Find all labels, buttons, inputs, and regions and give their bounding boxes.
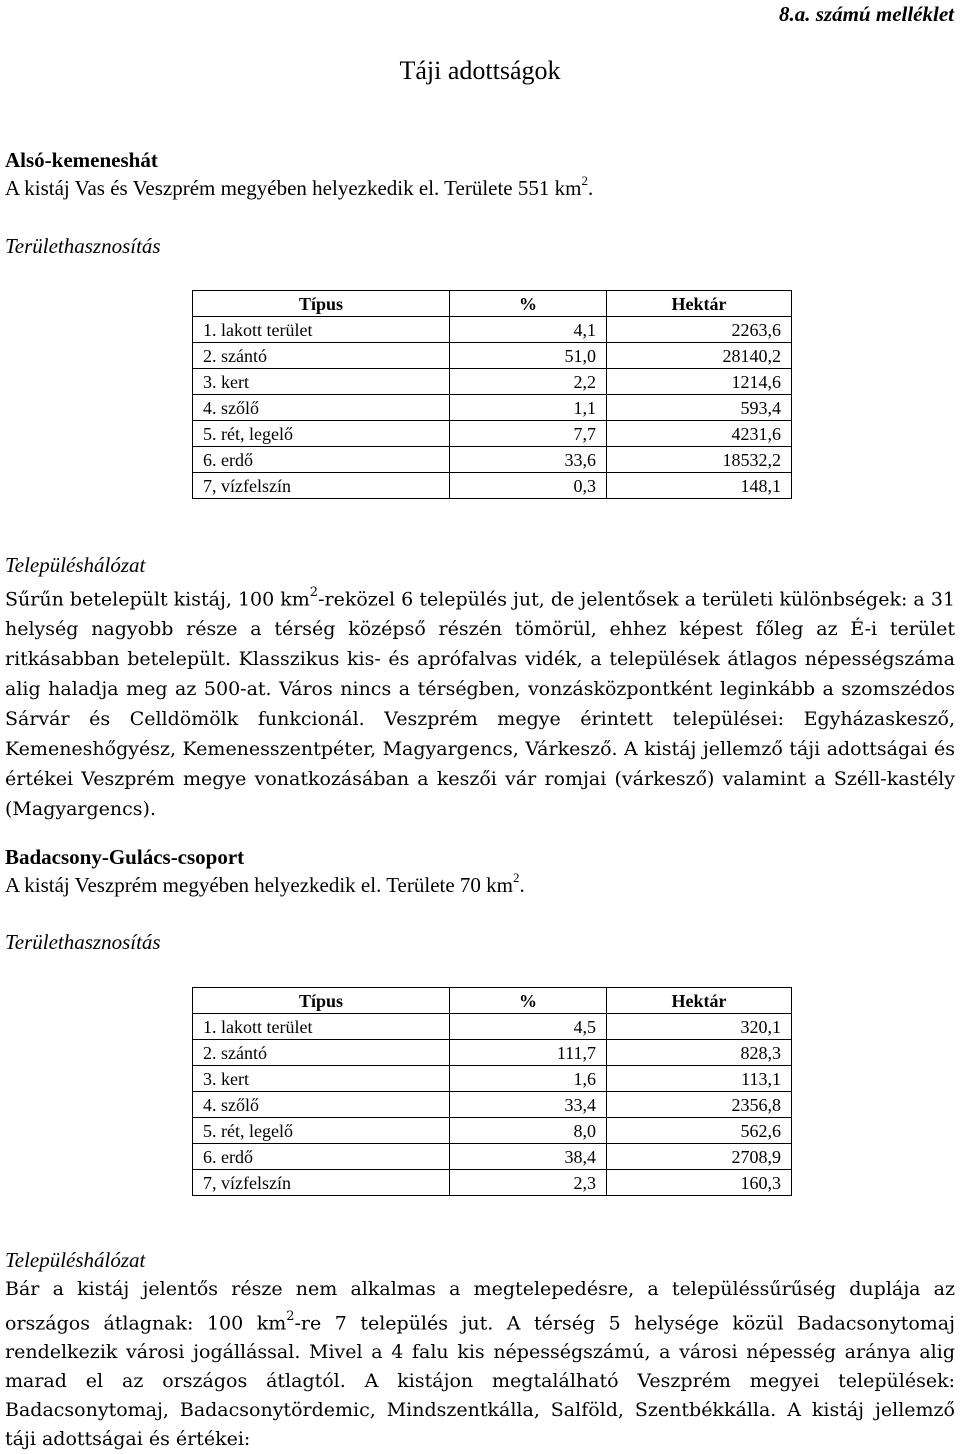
col-header-type: Típus (193, 988, 450, 1014)
col-header-hectare: Hektár (607, 291, 792, 317)
intro-sup-1: 2 (581, 173, 588, 188)
col-header-hectare: Hektár (607, 988, 792, 1014)
page-title: Táji adottságok (399, 56, 561, 85)
table-row: 6. erdő 33,6 18532,2 (193, 447, 792, 473)
col-header-percent: % (450, 291, 607, 317)
network-sup-1: 2 (309, 585, 319, 600)
table-row: 2. szántó 51,0 28140,2 (193, 343, 792, 369)
landuse-heading-1: Területhasznosítás (5, 234, 161, 258)
network-paragraph-2: Bár a kistáj jelentős része nem alkalmas a megtelepedésre, a településsűrűség duplája az országos átlagnak: 100 $km^2-re$ 7 település jut. A térség 5 helysége közül Badacsonytomaj rendelkezik városi jogállással. Mivel a 4 falu kis népességszámú, a városi népesség aránya alig marad el az országos átlagtól. A kistájon megtalálható Veszprém megyei települések: Badacsonytomaj, Badacsonytördemic, Mindszentkálla, Salföld, Szentbékkálla. A kistáj jellemző táji adottságai és értékei: (5, 1278, 955, 1451)
intro-sup-2: 2 (513, 870, 520, 885)
annex-label: 8.a. számú melléklet (779, 2, 954, 26)
intro-suffix-1: . (587, 176, 594, 200)
network-sup-2: 2 (286, 1309, 295, 1324)
network-paragraph-1: Sűrűn betelepült kistáj, 100 $km^2$-reközel 6 település jut, de jelentősek a területi különbségek: a 31 helység nagyobb része a térség középső részén tömörül, ehhez képest főleg az É-i terület ritkásabban betelepült. Klasszikus kis- és aprófalvas vidék, a települések átlagos népességszáma alig haladja meg az 500-at. Város nincs a térségben, vonzásközpontként leginkább a szomszédos Sárvár és Celldömölk funkcionál. Veszprém megye érintett települései: Egyházaskesző, Kemeneshőgyész, Kemenesszentpéter, Magyargencs, Várkesző. A kistáj jellemző táji adottságai és értékei Veszprém megye vonatkozásában a keszői vár romjai (várkesző) valamint a Széll-kastély (Magyargencs). (5, 585, 955, 821)
intro-suffix-2: . (519, 873, 525, 897)
intro-text-2: A kistáj Veszprém megyében helyezkedik el. Területe 70 km (5, 873, 514, 897)
table-row: 6. erdő 38,4 2708,9 (193, 1144, 792, 1170)
region-heading-2: Badacsony-Gulács-csoport (5, 845, 245, 869)
table-row: 7, vízfelszín 0,3 148,1 (193, 473, 792, 499)
landuse-heading-2: Területhasznosítás (5, 930, 161, 954)
table-row: 3. kert 2,2 1214,6 (193, 369, 792, 395)
landuse-table-1 (192, 290, 792, 499)
network-heading-1: Településhálózat (5, 553, 146, 577)
table-row: 4. szőlő 33,4 2356,8 (193, 1092, 792, 1118)
intro-text-1: A kistáj Vas és Veszprém megyében helyezkedik el. Területe 551 km (5, 176, 582, 200)
table-row: 3. kert 1,6 113,1 (193, 1066, 792, 1092)
table-row: 2. szántó 111,7 828,3 (193, 1040, 792, 1066)
region-intro-1 (5, 175, 593, 201)
col-header-percent: % (450, 988, 607, 1014)
table-row: 5. rét, legelő 8,0 562,6 (193, 1118, 792, 1144)
table-row: 4. szőlő 1,1 593,4 (193, 395, 792, 421)
table-header-row (193, 988, 792, 1014)
table-header-row (193, 291, 792, 317)
region-heading-1: Alsó-kemeneshát (5, 148, 158, 172)
table-row: 7, vízfelszín 2,3 160,3 (193, 1170, 792, 1196)
table-row: 1. lakott terület 4,1 2263,6 (193, 317, 792, 343)
table-row: 5. rét, legelő 7,7 4231,6 (193, 421, 792, 447)
col-header-type: Típus (193, 291, 450, 317)
region-intro-2 (5, 872, 525, 898)
table-row: 1. lakott terület 4,5 320,1 (193, 1014, 792, 1040)
landuse-table-2 (192, 987, 792, 1196)
network-heading-2: Településhálózat (5, 1248, 146, 1272)
